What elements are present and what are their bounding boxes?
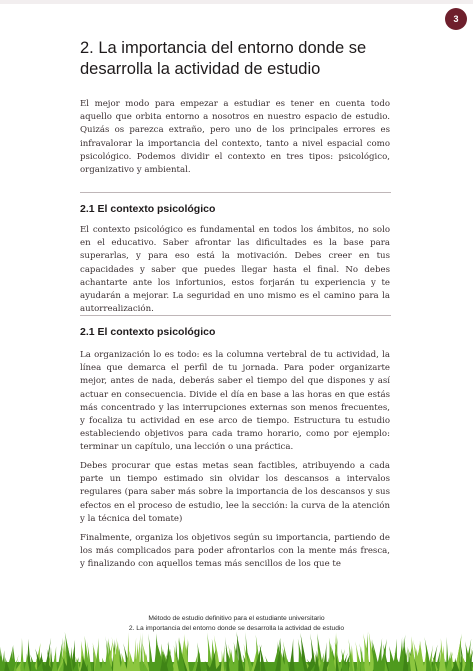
grass-decoration bbox=[0, 626, 473, 671]
chapter-title: 2. La importancia del entorno donde se desarrolla la actividad de estudio bbox=[80, 39, 367, 78]
page-number-badge: 3 bbox=[445, 8, 467, 30]
intro-paragraph: El mejor modo para empezar a estudiar es tener en cuenta todo aquello que orbita entorno a nosotros en nuestro espacio de estudio. Quizás os parezca extraño, pero uno de los principales errores es infravalorar la importancia del contexto, tanto a nivel espacial como psicológico. Podemos dividir el contexto en tres tipos: psicológico, organizativo y ambiental. bbox=[80, 99, 390, 176]
section-paragraph: Debes procurar que estas metas sean factibles, atribuyendo a cada parte un tiempo estimado sin olvidar los descansos a intervalos regulares (para saber más sobre la importancia de los descansos y sus efectos en el proceso de estudio, lee la sección: la curva de la atención y la técnica del tomate) bbox=[80, 461, 390, 524]
section-paragraph: El contexto psicológico es fundamental en todos los ámbitos, no solo en el educativo. Saber afrontar las dificultades es la base para superarlas, y para eso está la motivación. Debes creer en tus capacidades y saber que puedes llegar hasta el final. No debes achantarte ante los infortunios, estos forjarán tu experiencia y te ayudarán a mejorar. La seguridad en uno mismo es el camino para la autorrealización. bbox=[80, 225, 390, 315]
top-bar bbox=[0, 0, 473, 4]
section-divider bbox=[80, 315, 391, 316]
section-title-psychological: 2.1 El contexto psicológico bbox=[80, 203, 216, 215]
section-divider bbox=[80, 192, 391, 193]
section-paragraph: Finalmente, organiza los objetivos según su importancia, partiendo de los más complicados para poder afrontarlos con la mente más fresca, y finalizando con aquellos temas más sencillos de los que te bbox=[80, 533, 390, 570]
footer-book-title: Método de estudio definitivo para el estudiante universitario bbox=[148, 615, 325, 622]
section-paragraph: La organización lo es todo: es la columna vertebral de tu actividad, la línea que demarca el perfil de tu jornada. Para poder organizarte mejor, antes de nada, deberás saber el tiempo del que dispones y así actuar en consecuencia. Divide el día en base a las horas en que estás más concentrado y las interrupciones externas son menos frecuentes, y focaliza tu actividad en ese arco de tiempo. Estructura tu estudio estableciendo objetivos para cada tramo horario, como por ejemplo: terminar un capítulo, una lección o una práctica. bbox=[80, 350, 390, 453]
section-title-organizational: 2.1 El contexto psicológico bbox=[80, 326, 216, 338]
footer-chapter-title: 2. La importancia del entorno donde se desarrolla la actividad de estudio bbox=[128, 625, 345, 632]
